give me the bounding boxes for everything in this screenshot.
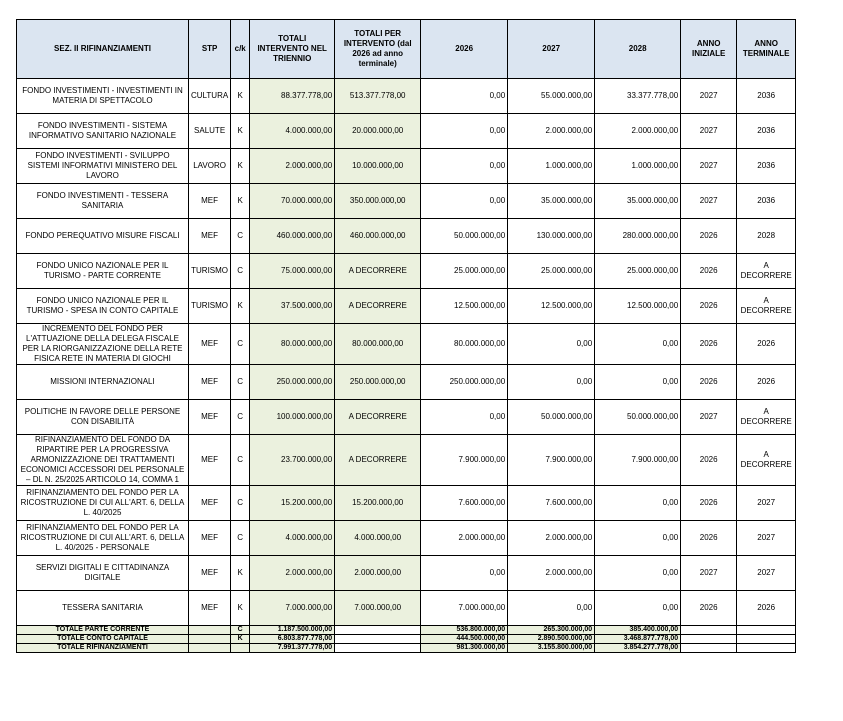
row-anno-terminale: 2027	[737, 556, 796, 591]
row-stp: MEF	[189, 435, 231, 486]
total-2027: 2.890.500.000,00	[508, 635, 595, 644]
row-2027: 50.000.000,00	[508, 400, 595, 435]
total-totali-triennio: 7.991.377.778,00	[250, 644, 335, 653]
row-totali-intervento: 460.000.000,00	[335, 219, 421, 254]
row-stp: MEF	[189, 521, 231, 556]
row-2026: 80.000.000,00	[421, 324, 508, 365]
row-anno-iniziale: 2027	[681, 184, 737, 219]
total-2027: 265.300.000,00	[508, 626, 595, 635]
table-row	[17, 324, 796, 365]
row-anno-terminale: 2036	[737, 184, 796, 219]
total-2028: 385.400.000,00	[595, 626, 681, 635]
total-2027: 3.155.800.000,00	[508, 644, 595, 653]
row-ck: K	[231, 591, 250, 626]
total-totali-triennio: 6.803.877.778,00	[250, 635, 335, 644]
row-stp: TURISMO	[189, 254, 231, 289]
total-row	[17, 626, 796, 635]
row-anno-terminale: 2026	[737, 591, 796, 626]
row-totali-intervento: A DECORRERE	[335, 289, 421, 324]
header-stp: STP	[189, 20, 231, 79]
row-2028: 280.000.000,00	[595, 219, 681, 254]
table-row	[17, 521, 796, 556]
row-totali-triennio: 7.000.000,00	[250, 591, 335, 626]
row-2027: 55.000.000,00	[508, 79, 595, 114]
row-2026: 50.000.000,00	[421, 219, 508, 254]
row-anno-iniziale: 2026	[681, 435, 737, 486]
row-2027: 25.000.000,00	[508, 254, 595, 289]
row-2028: 33.377.778,00	[595, 79, 681, 114]
header-totali-triennio: TOTALI INTERVENTO NEL TRIENNIO	[250, 20, 335, 79]
row-totali-intervento: 350.000.000,00	[335, 184, 421, 219]
row-anno-iniziale: 2026	[681, 521, 737, 556]
rifinanziamenti-table	[16, 19, 796, 653]
total-anno-iniziale	[681, 635, 737, 644]
row-totali-triennio: 75.000.000,00	[250, 254, 335, 289]
row-anno-terminale: A DECORRERE	[737, 400, 796, 435]
total-ck: C	[231, 626, 250, 635]
row-ck: C	[231, 486, 250, 521]
row-anno-terminale: 2027	[737, 521, 796, 556]
row-name: FONDO UNICO NAZIONALE PER IL TURISMO - SPESA IN CONTO CAPITALE	[17, 289, 189, 324]
row-anno-iniziale: 2026	[681, 289, 737, 324]
row-totali-triennio: 2.000.000,00	[250, 556, 335, 591]
row-2027: 2.000.000,00	[508, 556, 595, 591]
row-ck: K	[231, 184, 250, 219]
row-2028: 12.500.000,00	[595, 289, 681, 324]
row-2028: 0,00	[595, 324, 681, 365]
row-totali-triennio: 88.377.778,00	[250, 79, 335, 114]
row-stp: MEF	[189, 591, 231, 626]
row-2028: 1.000.000,00	[595, 149, 681, 184]
row-2026: 7.900.000,00	[421, 435, 508, 486]
row-2026: 2.000.000,00	[421, 521, 508, 556]
row-anno-terminale: 2026	[737, 324, 796, 365]
row-anno-iniziale: 2026	[681, 324, 737, 365]
row-totali-triennio: 2.000.000,00	[250, 149, 335, 184]
row-anno-iniziale: 2026	[681, 365, 737, 400]
row-totali-intervento: A DECORRERE	[335, 435, 421, 486]
row-totali-intervento: 80.000.000,00	[335, 324, 421, 365]
total-name: TOTALE CONTO CAPITALE	[17, 635, 189, 644]
row-anno-iniziale: 2026	[681, 254, 737, 289]
row-ck: K	[231, 149, 250, 184]
total-name: TOTALE PARTE CORRENTE	[17, 626, 189, 635]
total-name: TOTALE RIFINANZIAMENTI	[17, 644, 189, 653]
row-2026: 0,00	[421, 556, 508, 591]
total-ck	[231, 644, 250, 653]
row-name: SERVIZI DIGITALI E CITTADINANZA DIGITALE	[17, 556, 189, 591]
row-2026: 12.500.000,00	[421, 289, 508, 324]
total-totali-intervento	[335, 644, 421, 653]
row-anno-terminale: 2026	[737, 365, 796, 400]
row-name: FONDO INVESTIMENTI - TESSERA SANITARIA	[17, 184, 189, 219]
row-stp: MEF	[189, 556, 231, 591]
total-anno-terminale	[737, 626, 796, 635]
row-anno-terminale: 2036	[737, 79, 796, 114]
row-2027: 1.000.000,00	[508, 149, 595, 184]
table-row	[17, 435, 796, 486]
row-anno-terminale: 2036	[737, 149, 796, 184]
row-2027: 2.000.000,00	[508, 114, 595, 149]
row-ck: K	[231, 556, 250, 591]
row-totali-triennio: 70.000.000,00	[250, 184, 335, 219]
row-2027: 0,00	[508, 365, 595, 400]
row-totali-intervento: A DECORRERE	[335, 254, 421, 289]
row-totali-intervento: 15.200.000,00	[335, 486, 421, 521]
row-totali-intervento: 10.000.000,00	[335, 149, 421, 184]
row-anno-iniziale: 2027	[681, 556, 737, 591]
row-anno-terminale: A DECORRERE	[737, 289, 796, 324]
total-2028: 3.468.877.778,00	[595, 635, 681, 644]
row-name: INCREMENTO DEL FONDO PER L'ATTUAZIONE DELLA DELEGA FISCALE PER LA RIORGANIZZAZIONE DELLA RETE FISICA RETE IN MATERIA DI GIOCHI	[17, 324, 189, 365]
row-name: FONDO INVESTIMENTI - INVESTIMENTI IN MATERIA DI SPETTACOLO	[17, 79, 189, 114]
row-stp: MEF	[189, 486, 231, 521]
row-totali-intervento: A DECORRERE	[335, 400, 421, 435]
row-stp: MEF	[189, 400, 231, 435]
table-row	[17, 149, 796, 184]
row-2028: 25.000.000,00	[595, 254, 681, 289]
total-2026: 536.800.000,00	[421, 626, 508, 635]
row-anno-iniziale: 2027	[681, 114, 737, 149]
row-anno-iniziale: 2027	[681, 400, 737, 435]
row-anno-terminale: 2028	[737, 219, 796, 254]
row-2026: 7.600.000,00	[421, 486, 508, 521]
total-stp	[189, 644, 231, 653]
total-totali-triennio: 1.187.500.000,00	[250, 626, 335, 635]
row-ck: C	[231, 521, 250, 556]
row-2026: 0,00	[421, 114, 508, 149]
row-ck: C	[231, 365, 250, 400]
row-stp: MEF	[189, 365, 231, 400]
row-ck: K	[231, 289, 250, 324]
table-row	[17, 486, 796, 521]
total-row	[17, 635, 796, 644]
row-anno-iniziale: 2026	[681, 591, 737, 626]
row-totali-triennio: 460.000.000,00	[250, 219, 335, 254]
table-row	[17, 79, 796, 114]
row-2026: 7.000.000,00	[421, 591, 508, 626]
row-anno-iniziale: 2026	[681, 486, 737, 521]
row-2027: 0,00	[508, 591, 595, 626]
row-name: FONDO PEREQUATIVO MISURE FISCALI	[17, 219, 189, 254]
row-2027: 7.900.000,00	[508, 435, 595, 486]
row-2027: 2.000.000,00	[508, 521, 595, 556]
row-totali-triennio: 4.000.000,00	[250, 114, 335, 149]
header-2026: 2026	[421, 20, 508, 79]
row-2028: 0,00	[595, 556, 681, 591]
total-anno-terminale	[737, 644, 796, 653]
total-totali-intervento	[335, 635, 421, 644]
row-2026: 0,00	[421, 79, 508, 114]
row-ck: C	[231, 324, 250, 365]
table-row	[17, 184, 796, 219]
row-2028: 35.000.000,00	[595, 184, 681, 219]
row-2027: 35.000.000,00	[508, 184, 595, 219]
total-totali-intervento	[335, 626, 421, 635]
row-ck: C	[231, 435, 250, 486]
row-anno-iniziale: 2027	[681, 149, 737, 184]
row-ck: K	[231, 79, 250, 114]
row-name: MISSIONI INTERNAZIONALI	[17, 365, 189, 400]
header-anno-iniziale: ANNO INIZIALE	[681, 20, 737, 79]
row-totali-intervento: 20.000.000,00	[335, 114, 421, 149]
table-row	[17, 556, 796, 591]
row-totali-intervento: 513.377.778,00	[335, 79, 421, 114]
row-2026: 0,00	[421, 184, 508, 219]
header-2027: 2027	[508, 20, 595, 79]
row-2028: 2.000.000,00	[595, 114, 681, 149]
row-2028: 0,00	[595, 365, 681, 400]
table-row	[17, 114, 796, 149]
row-stp: TURISMO	[189, 289, 231, 324]
row-totali-triennio: 15.200.000,00	[250, 486, 335, 521]
row-2027: 12.500.000,00	[508, 289, 595, 324]
table-row	[17, 289, 796, 324]
row-ck: C	[231, 219, 250, 254]
row-2028: 0,00	[595, 521, 681, 556]
row-stp: MEF	[189, 184, 231, 219]
header-ck: c/k	[231, 20, 250, 79]
total-anno-iniziale	[681, 626, 737, 635]
row-totali-triennio: 4.000.000,00	[250, 521, 335, 556]
table-row	[17, 365, 796, 400]
row-2028: 7.900.000,00	[595, 435, 681, 486]
total-2026: 981.300.000,00	[421, 644, 508, 653]
row-ck: K	[231, 114, 250, 149]
row-totali-intervento: 250.000.000,00	[335, 365, 421, 400]
row-totali-triennio: 250.000.000,00	[250, 365, 335, 400]
row-name: POLITICHE IN FAVORE DELLE PERSONE CON DISABILITÀ	[17, 400, 189, 435]
row-2027: 7.600.000,00	[508, 486, 595, 521]
header-totali-intervento: TOTALI PER INTERVENTO (dal 2026 ad anno terminale)	[335, 20, 421, 79]
table-body	[17, 79, 796, 653]
row-anno-terminale: 2027	[737, 486, 796, 521]
row-2028: 0,00	[595, 486, 681, 521]
row-totali-triennio: 100.000.000,00	[250, 400, 335, 435]
row-stp: MEF	[189, 219, 231, 254]
row-2027: 130.000.000,00	[508, 219, 595, 254]
row-2026: 25.000.000,00	[421, 254, 508, 289]
row-stp: MEF	[189, 324, 231, 365]
row-name: TESSERA SANITARIA	[17, 591, 189, 626]
total-2028: 3.854.277.778,00	[595, 644, 681, 653]
total-stp	[189, 635, 231, 644]
total-2026: 444.500.000,00	[421, 635, 508, 644]
total-stp	[189, 626, 231, 635]
row-ck: C	[231, 400, 250, 435]
row-anno-terminale: 2036	[737, 114, 796, 149]
header-2028: 2028	[595, 20, 681, 79]
total-anno-terminale	[737, 635, 796, 644]
row-2028: 0,00	[595, 591, 681, 626]
header-section: SEZ. II RIFINANZIAMENTI	[17, 20, 189, 79]
row-stp: LAVORO	[189, 149, 231, 184]
row-2026: 0,00	[421, 149, 508, 184]
row-anno-iniziale: 2027	[681, 79, 737, 114]
row-name: FONDO INVESTIMENTI - SVILUPPO SISTEMI INFORMATIVI MINISTERO DEL LAVORO	[17, 149, 189, 184]
row-anno-terminale: A DECORRERE	[737, 254, 796, 289]
row-totali-intervento: 4.000.000,00	[335, 521, 421, 556]
row-name: FONDO UNICO NAZIONALE PER IL TURISMO - PARTE CORRENTE	[17, 254, 189, 289]
table-row	[17, 254, 796, 289]
row-ck: C	[231, 254, 250, 289]
row-totali-triennio: 23.700.000,00	[250, 435, 335, 486]
row-2027: 0,00	[508, 324, 595, 365]
row-totali-triennio: 80.000.000,00	[250, 324, 335, 365]
table-row	[17, 591, 796, 626]
row-2026: 250.000.000,00	[421, 365, 508, 400]
total-anno-iniziale	[681, 644, 737, 653]
row-stp: CULTURA	[189, 79, 231, 114]
row-stp: SALUTE	[189, 114, 231, 149]
row-totali-triennio: 37.500.000,00	[250, 289, 335, 324]
header-row	[17, 20, 796, 79]
table-row	[17, 400, 796, 435]
header-anno-terminale: ANNO TERMINALE	[737, 20, 796, 79]
total-ck: K	[231, 635, 250, 644]
row-name: RIFINANZIAMENTO DEL FONDO PER LA RICOSTRUZIONE DI CUI ALL'ART. 6, DELLA L. 40/2025 - PERSONALE	[17, 521, 189, 556]
row-totali-intervento: 2.000.000,00	[335, 556, 421, 591]
row-2026: 0,00	[421, 400, 508, 435]
row-name: FONDO INVESTIMENTI - SISTEMA INFORMATIVO SANITARIO NAZIONALE	[17, 114, 189, 149]
row-2028: 50.000.000,00	[595, 400, 681, 435]
total-row	[17, 644, 796, 653]
table-row	[17, 219, 796, 254]
row-anno-terminale: A DECORRERE	[737, 435, 796, 486]
row-totali-intervento: 7.000.000,00	[335, 591, 421, 626]
row-name: RIFINANZIAMENTO DEL FONDO PER LA RICOSTRUZIONE DI CUI ALL'ART. 6, DELLA L. 40/2025	[17, 486, 189, 521]
row-anno-iniziale: 2026	[681, 219, 737, 254]
row-name: RIFINANZIAMENTO DEL FONDO DA RIPARTIRE PER LA PROGRESSIVA ARMONIZZAZIONE DEI TRATTAMENTI ECONOMICI ACCESSORI DEL PERSONALE – DL N. 25/2025 ARTICOLO 14, COMMA 1	[17, 435, 189, 486]
